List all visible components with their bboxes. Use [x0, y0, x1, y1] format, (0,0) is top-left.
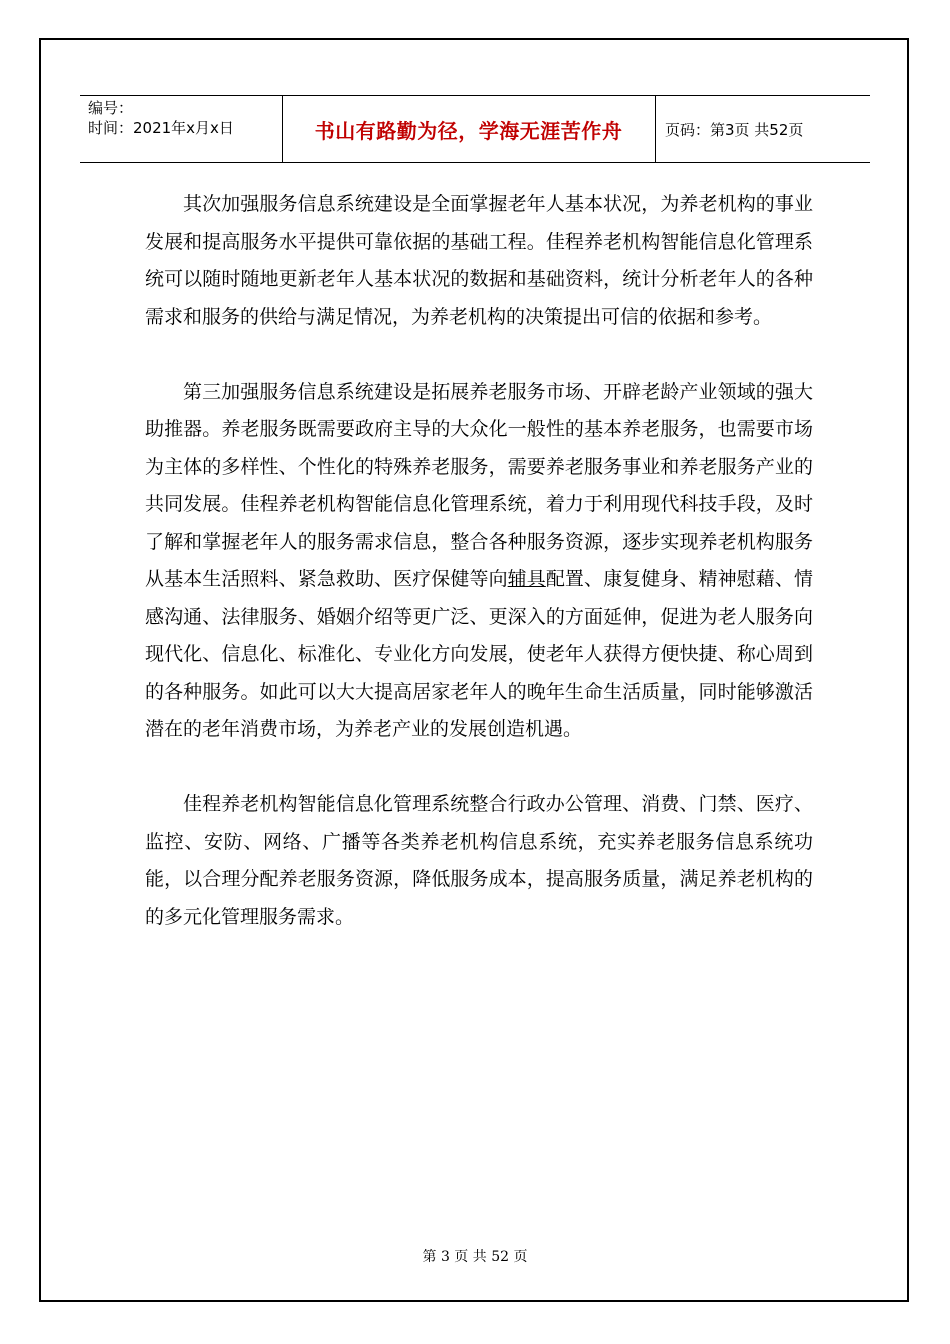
header-page-code: 页码：第3页 共52页 — [665, 120, 804, 139]
document-date-label: 时间：2021年x月x日 — [88, 119, 234, 137]
document-body — [145, 186, 813, 974]
underlined-term: 辅具 — [507, 568, 546, 590]
document-number-label: 编号： — [88, 99, 134, 117]
header-motto-cell — [282, 96, 656, 162]
paragraph-3: 佳程养老机构智能信息化管理系统整合行政办公管理、消费、门禁、医疗、监控、安防、网络、广播等各类养老机构信息系统，充实养老服务信息系统功能，以合理分配养老服务资源，降低服务成本，提高服务质量，满足养老机构的的多元化管理服务需求。 — [145, 793, 813, 928]
document-header — [80, 95, 870, 163]
header-page-cell — [655, 96, 870, 162]
paragraph-2 — [145, 374, 813, 749]
paragraph-2-text-before: 第三加强服务信息系统建设是拓展养老服务市场、开辟老龄产业领域的强大助推器。养老服务既需要政府主导的大众化一般性的基本养老服务，也需要市场为主体的多样性、个性化的特殊养老服务，需要养老服务事业和养老服务产业的共同发展。佳程养老机构智能信息化管理系统，着力于利用现代科技手段，及时了解和掌握老年人的服务需求信息，整合各种服务资源，逐步实现养老机构服务从基本生活照料、紧急救助、医疗保健等向 — [145, 380, 813, 590]
paragraph-1: 其次加强服务信息系统建设是全面掌握老年人基本状况，为养老机构的事业发展和提高服务水平提供可靠依据的基础工程。佳程养老机构智能信息化管理系统可以随时随地更新老年人基本状况的数据和基础资料，统计分析老年人的各种需求和服务的供给与满足情况，为养老机构的决策提出可信的依据和参考。 — [145, 193, 813, 328]
page-footer — [0, 1246, 950, 1266]
paragraph-2-text-after: 配置、康复健身、精神慰藉、情感沟通、法律服务、婚姻介绍等更广泛、更深入的方面延伸，促进为老人服务向现代化、信息化、标准化、专业化方向发展，使老年人获得方便快捷、称心周到的各种服务。如此可以大大提高居家老年人的晚年生命生活质量，同时能够激活潜在的老年消费市场，为养老产业的发展创造机遇。 — [145, 568, 813, 740]
motto-text: 书山有路勤为径，学海无涯苦作舟 — [314, 118, 623, 143]
header-meta — [80, 96, 283, 162]
footer-page-number: 第 3 页 共 52 页 — [422, 1249, 528, 1265]
